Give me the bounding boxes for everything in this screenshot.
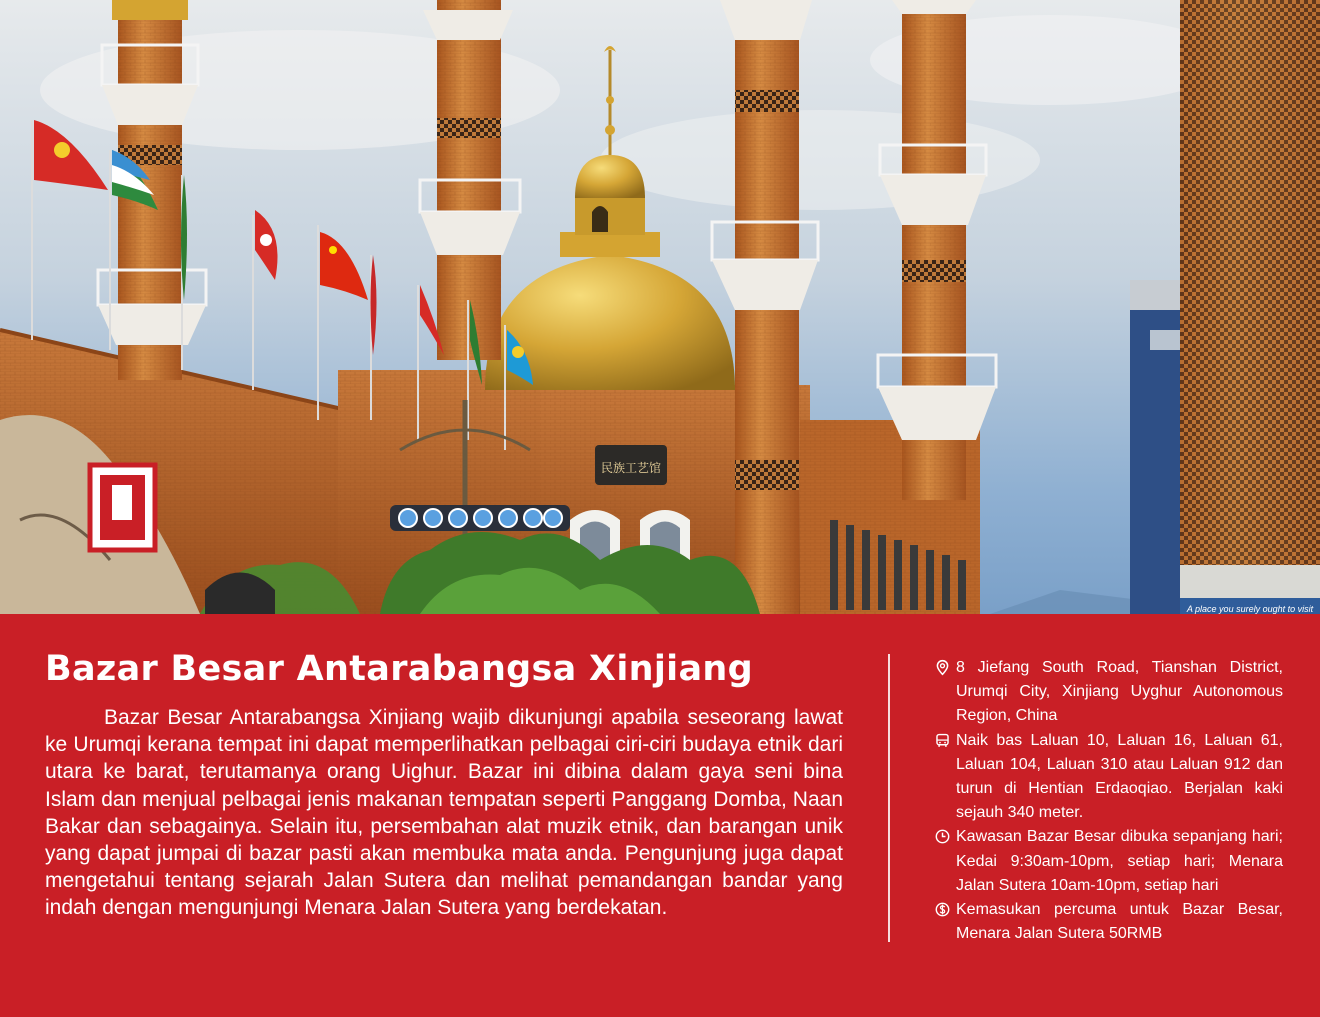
location-pin-icon [934,659,951,676]
building-sign: 民族工艺馆 [600,461,662,475]
clock-icon [934,828,951,845]
fee-text: Kemasukan percuma untuk Bazar Besar, Menara Jalan Sutera 50RMB [956,901,1283,943]
bus-icon [934,732,951,749]
tower-banner-text: A place you surely ought to visit [1186,604,1314,614]
dollar-coin-icon [934,901,951,918]
address-text: 8 Jiefang South Road, Tianshan District, Urumqi City, Xinjiang Uyghur Autonomous Region, China [956,659,1283,725]
info-transport [933,729,1283,826]
column-divider [888,654,890,942]
info-fee [933,898,1283,946]
info-address [933,656,1283,729]
article-body: Bazar Besar Antarabangsa Xinjiang wajib dikunjungi apabila seseorang lawat ke Urumqi kerana tempat ini dapat memperlihatkan pelbagai ciri-ciri budaya etnik dari utara ke barat, terutamanya orang Uighur. Bazar ini dibina dalam gaya seni bina Islam dan menjual pelbagai jenis makanan tempatan seperti Panggang Domba, Naan Bakar dan sebagainya. Selain itu, persembahan alat muzik etnik, dan barangan unik yang dapat jumpai di bazar pasti akan membuka mata anda. Pengunjung juga dapat mengetahui tentang sejarah Jalan Sutera dan melihat pemandangan bandar yang indah dengan mengunjungi Menara Jalan Sutera yang berdekatan. [45,706,843,920]
info-hours [933,825,1283,898]
hours-text: Kawasan Bazar Besar dibuka sepanjang hari; Kedai 9:30am-10pm, setiap hari; Menara Jalan Sutera 10am-10pm, setiap hari [956,828,1283,894]
info-panel [0,614,1320,1017]
transport-text: Naik bas Laluan 10, Laluan 16, Laluan 61, Laluan 104, Laluan 310 atau Laluan 912 dan turun di Hentian Erdaoqiao. Berjalan kaki sejauh 340 meter. [956,731,1283,822]
info-list [933,656,1283,946]
article-title: Bazar Besar Antarabangsa Xinjiang [45,649,753,689]
